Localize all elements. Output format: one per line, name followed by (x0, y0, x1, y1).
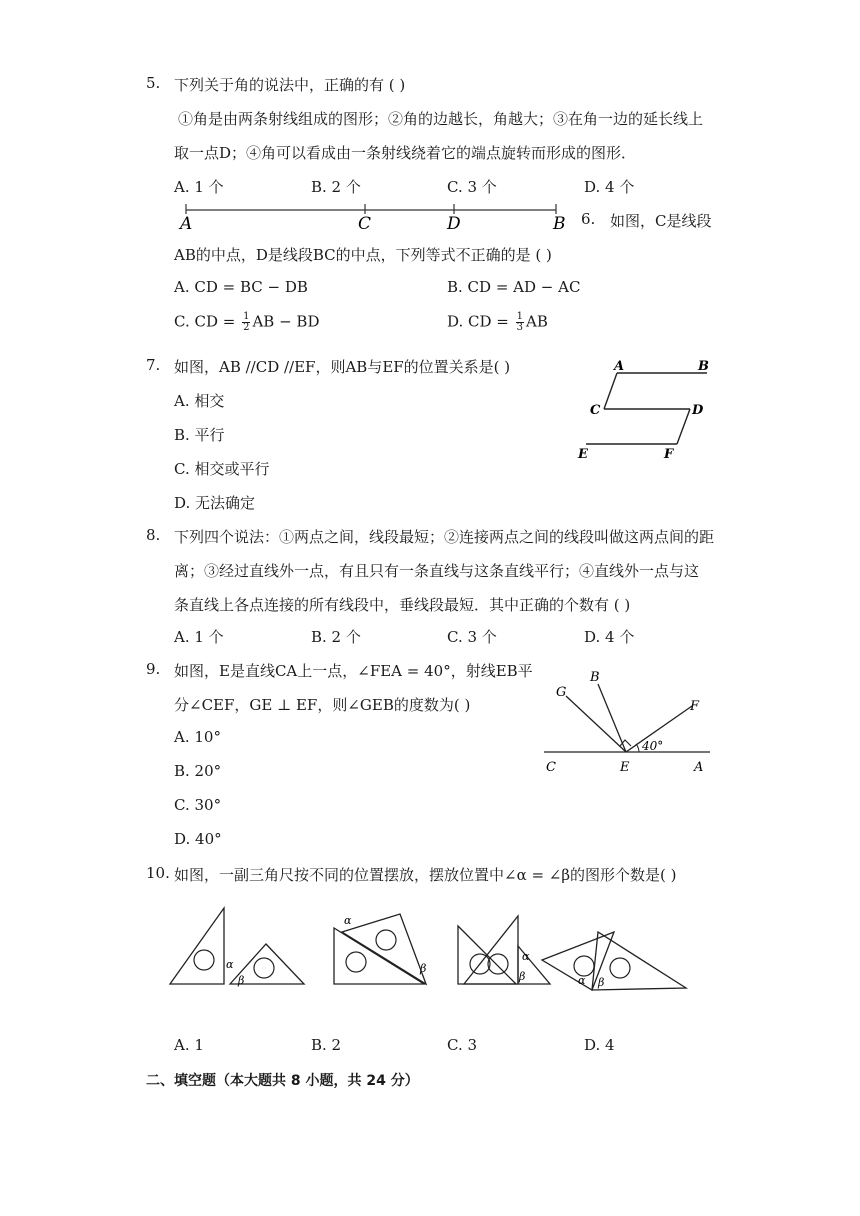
q8-number: 8. (146, 526, 161, 544)
q7-label-f: F (664, 447, 674, 462)
q9-label-b: B (590, 670, 600, 685)
q9-option-c: C. 30° (174, 796, 222, 814)
q10-fig3-alpha: α (522, 950, 530, 963)
q9-option-d: D. 40° (174, 830, 222, 848)
q5-option-a: A. 1 个 (174, 178, 224, 196)
q5-option-b: B. 2 个 (311, 178, 361, 196)
q5-number: 5. (146, 74, 161, 92)
q7-label-e: E (578, 447, 588, 462)
q9-option-b: B. 20° (174, 762, 222, 780)
q9-label-g: G (556, 685, 567, 700)
q8-line3: 条直线上各点连接的所有线段中，垂线段最短．其中正确的个数有 ( ) (174, 596, 631, 614)
q10-triangle-rulers-figure (164, 902, 694, 1000)
q9-label-e: E (620, 760, 630, 775)
q10-fig1-beta: β (238, 974, 245, 987)
q5-line1: ①角是由两条射线组成的图形；②角的边越长，角越大；③在角一边的延长线上 (178, 110, 704, 128)
q6-option-a: A. CD = BC − DB (174, 278, 308, 296)
q8-line2: 离；③经过直线外一点，有且只有一条直线与这条直线平行；④直线外一点与这 (174, 562, 700, 580)
q7-option-d: D. 无法确定 (174, 494, 256, 512)
q6-option-c-label: C. CD = (174, 312, 241, 331)
q10-option-d: D. 4 (584, 1036, 615, 1054)
q10-fig1-alpha: α (226, 958, 234, 971)
q6-option-d-fraction: $\frac{1}{3}$ (516, 311, 524, 333)
q9-option-a: A. 10° (174, 728, 221, 746)
q10-figure-4 (542, 932, 686, 990)
q10-option-a: A. 1 (174, 1036, 204, 1054)
q7-parallel-lines-figure (572, 354, 722, 464)
q5-stem: 下列关于角的说法中，正确的有 ( ) (174, 76, 406, 94)
q9-line1: 如图，E是直线CA上一点，∠FEA = 40°，射线EB平 (174, 662, 533, 680)
q10-fig4-beta: β (598, 976, 605, 989)
q9-angle-label: 40° (642, 739, 664, 753)
q7-option-a: A. 相交 (174, 392, 225, 410)
q6-number: 6. (581, 210, 596, 228)
q6-option-c (174, 312, 319, 333)
q7-option-c: C. 相交或平行 (174, 460, 270, 478)
q7-label-b: B (698, 359, 709, 374)
q9-angle-figure (540, 664, 720, 778)
q10-option-b: B. 2 (311, 1036, 342, 1054)
q8-option-d: D. 4 个 (584, 628, 635, 646)
q9-label-a: A (694, 760, 704, 775)
q6-label-d: D (447, 214, 461, 234)
q5-line2: 取一点D；④角可以看成由一条射线绕着它的端点旋转而形成的图形． (174, 144, 637, 162)
q7-option-b: B. 平行 (174, 426, 225, 444)
q5-option-d: D. 4 个 (584, 178, 635, 196)
q10-fig3-beta: β (519, 970, 526, 983)
q10-figure-1 (170, 908, 304, 987)
q10-fig2-alpha: α (344, 914, 352, 927)
q10-option-c: C. 3 (447, 1036, 478, 1054)
q7-label-c: C (590, 403, 601, 418)
q8-line1: 下列四个说法：①两点之间，线段最短；②连接两点之间的线段叫做这两点间的距 (174, 528, 715, 546)
q6-option-c-tail: AB − BD (252, 312, 320, 331)
q7-label-d: D (692, 403, 704, 418)
q6-option-b: B. CD = AD − AC (447, 278, 581, 296)
q6-label-c: C (358, 214, 372, 234)
q6-line2: AB的中点，D是线段BC的中点，下列等式不正确的是 ( ) (174, 246, 552, 264)
q6-label-b: B (553, 214, 566, 234)
q7-stem: 如图，AB //CD //EF，则AB与EF的位置关系是( ) (174, 358, 511, 376)
q10-figure-3 (458, 916, 550, 984)
q8-option-b: B. 2 个 (311, 628, 361, 646)
q10-fig2-beta: β (420, 962, 427, 975)
q6-option-d-tail: AB (526, 312, 548, 331)
q10-stem: 如图，一副三角尺按不同的位置摆放，摆放位置中∠α = ∠β的图形个数是( ) (174, 866, 677, 884)
q9-number: 9. (146, 660, 161, 678)
q9-label-c: C (546, 760, 556, 775)
q10-figure-2 (334, 914, 426, 984)
q10-number: 10. (146, 864, 170, 882)
q9-line2: 分∠CEF，GE ⊥ EF，则∠GEB的度数为( ) (174, 696, 471, 714)
q6-label-a: A (180, 214, 193, 234)
q9-label-f: F (690, 699, 700, 714)
q6-option-d (447, 312, 548, 333)
section-heading: 二、填空题（本大题共 8 小题，共 24 分） (146, 1073, 419, 1089)
q6-option-c-fraction: $\frac{1}{2}$ (243, 311, 250, 333)
q7-label-a: A (614, 359, 625, 374)
q6-option-d-label: D. CD = (447, 312, 514, 331)
q6-stem: 如图，C是线段 (610, 212, 712, 230)
q6-segment-figure (178, 200, 574, 234)
q5-option-c: C. 3 个 (447, 178, 497, 196)
q10-fig4-alpha: α (578, 974, 586, 987)
q7-number: 7. (146, 356, 161, 374)
q8-option-c: C. 3 个 (447, 628, 497, 646)
q8-option-a: A. 1 个 (174, 628, 224, 646)
